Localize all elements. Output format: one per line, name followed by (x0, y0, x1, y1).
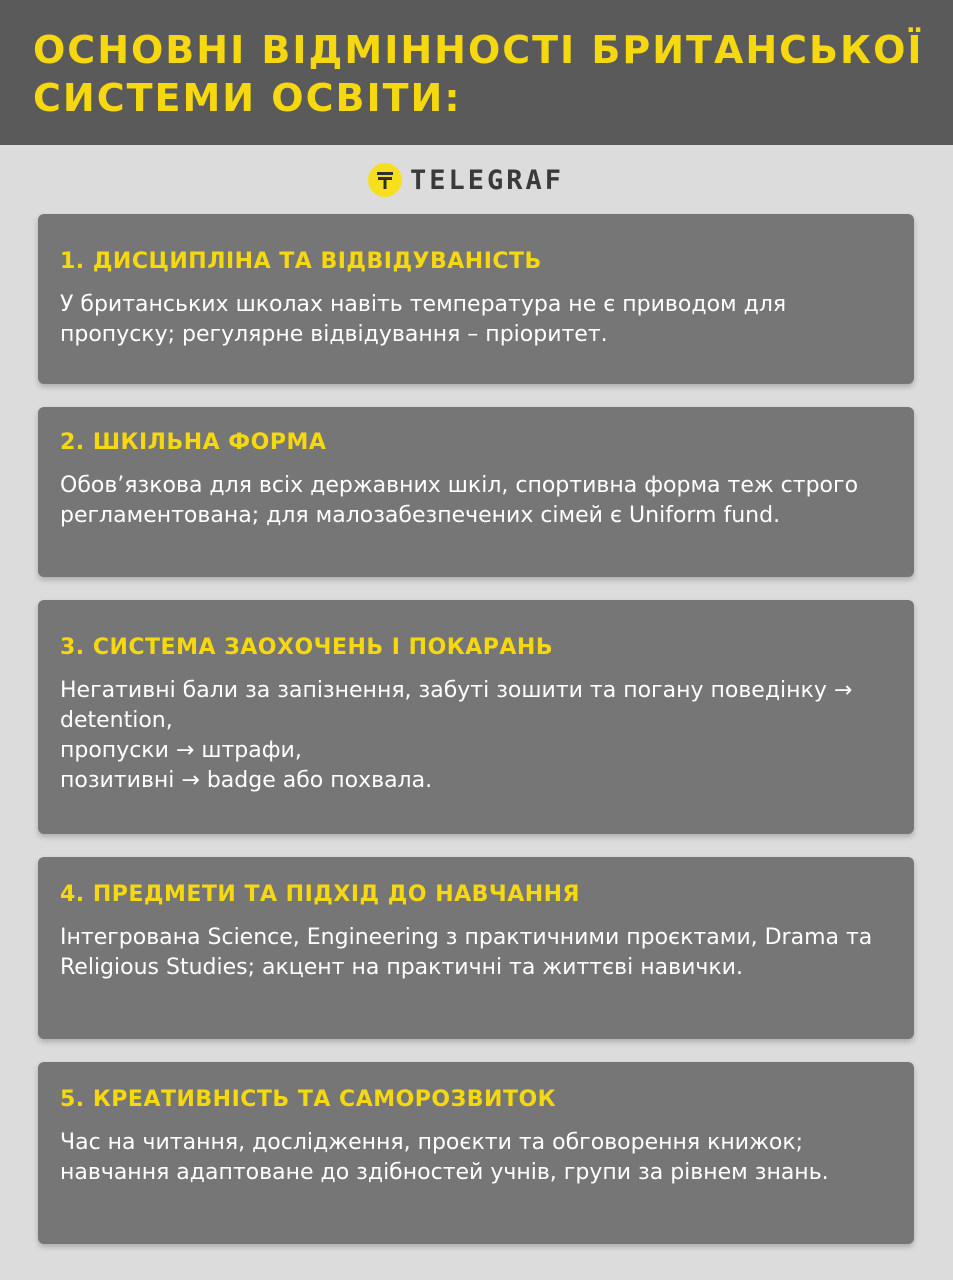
card-title: 3. СИСТЕМА ЗАОХОЧЕНЬ І ПОКАРАНЬ (60, 635, 554, 660)
card-text: Негативні бали за запізнення, забуті зошити та погану поведінку → detention, пропуски → штрафи, позитивні → badge або похвала. (60, 678, 853, 793)
header-banner (0, 0, 953, 145)
card-text: Час на читання, дослідження, проєкти та обговорення книжок; навчання адаптоване до здібностей учнів, групи за рівнем знань. (60, 1130, 829, 1185)
card-text: Обов’язкова для всіх державних шкіл, спортивна форма теж строго регламентована; для малозабезпечених сімей є Uniform fund. (60, 473, 859, 528)
card-title: 1. ДИСЦИПЛІНА ТА ВІДВІДУВАНІСТЬ (60, 249, 542, 274)
card-title: 4. ПРЕДМЕТИ ТА ПІДХІД ДО НАВЧАННЯ (60, 882, 580, 907)
card-text: Інтегрована Science, Engineering з практичними проєктами, Drama та Religious Studies; акцент на практичні та життєві навички. (60, 925, 873, 980)
card-discipline (38, 214, 914, 384)
card-subjects (38, 857, 914, 1039)
card-title: 5. КРЕАТИВНІСТЬ ТА САМОРОЗВИТОК (60, 1087, 557, 1112)
page-title: ОСНОВНІ ВІДМІННОСТІ БРИТАНСЬКОЇ СИСТЕМИ ОСВІТИ: (33, 28, 924, 120)
telegraf-logo-icon (368, 163, 402, 197)
card-uniform (38, 407, 914, 577)
card-title: 2. ШКІЛЬНА ФОРМА (60, 430, 327, 455)
card-text: У британських школах навіть температура не є приводом для пропуску; регулярне відвідування – пріоритет. (60, 292, 787, 347)
card-creativity (38, 1062, 914, 1244)
card-rewards-punishments (38, 600, 914, 834)
logo-text: TELEGRAF (410, 164, 565, 196)
telegraf-logo (368, 162, 564, 198)
